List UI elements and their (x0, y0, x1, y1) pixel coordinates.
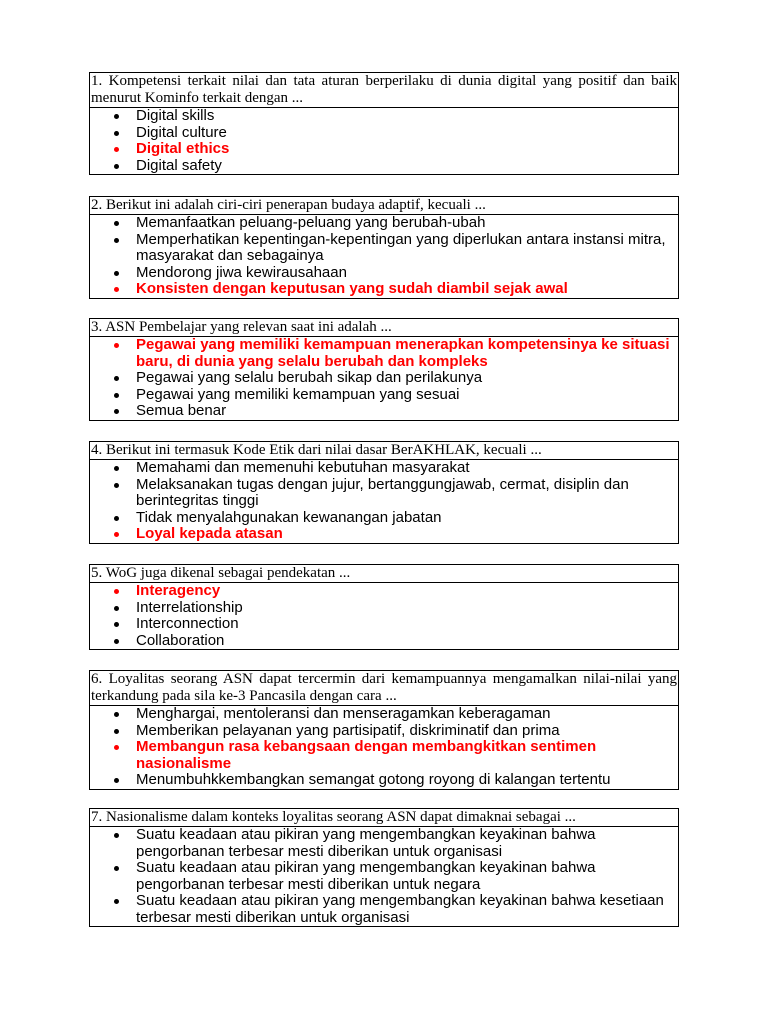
bullet-icon (114, 466, 119, 471)
option-list (90, 337, 678, 420)
option-list (90, 215, 678, 298)
question-text: 1. Kompetensi terkait nilai dan tata aturan berperilaku di dunia digital yang positif dan baik menurut Kominfo terkait dengan ... (91, 73, 677, 106)
question-block-7 (89, 808, 679, 927)
option-item: Pegawai yang memiliki kemampuan yang sesuai (90, 387, 678, 404)
question-text: 7. Nasionalisme dalam konteks loyalitas seorang ASN dapat dimaknai sebagai ... (90, 809, 678, 827)
option-item-correct: Digital ethics (90, 141, 678, 158)
bullet-icon (114, 866, 119, 871)
question-block-6 (89, 670, 679, 790)
bullet-icon (114, 376, 119, 381)
option-item: Pegawai yang selalu berubah sikap dan perilakunya (90, 370, 678, 387)
option-item: Interrelationship (90, 600, 678, 617)
question-text: 3. ASN Pembelajar yang relevan saat ini adalah ... (90, 319, 678, 337)
bullet-icon (114, 287, 119, 292)
option-item: Memberikan pelayanan yang partisipatif, diskriminatif dan prima (90, 723, 678, 740)
option-item: Menumbuhkkembangkan semangat gotong royong di kalangan tertentu (90, 772, 678, 789)
bullet-icon (114, 114, 119, 119)
option-item-correct: Pegawai yang memiliki kemampuan menerapkan kompetensinya ke situasi baru, di dunia yang selalu berubah dan kompleks (90, 337, 678, 370)
bullet-icon (114, 712, 119, 717)
question-text: 2. Berikut ini adalah ciri-ciri penerapan budaya adaptif, kecuali ... (90, 197, 678, 215)
option-item-correct: Interagency (90, 583, 678, 600)
bullet-icon (114, 622, 119, 627)
bullet-icon (114, 516, 119, 521)
question-text: 5. WoG juga dikenal sebagai pendekatan ... (90, 565, 678, 583)
option-list (90, 460, 678, 543)
bullet-icon (114, 131, 119, 136)
bullet-icon (114, 606, 119, 611)
bullet-icon (114, 745, 119, 750)
bullet-icon (114, 833, 119, 838)
option-item: Digital skills (90, 108, 678, 125)
option-item: Semua benar (90, 403, 678, 420)
option-item: Melaksanakan tugas dengan jujur, bertanggungjawab, cermat, disiplin dan berintegritas tinggi (90, 477, 678, 510)
bullet-icon (114, 343, 119, 348)
question-block-2 (89, 196, 679, 299)
question-text: 4. Berikut ini termasuk Kode Etik dari nilai dasar BerAKHLAK, kecuali ... (90, 442, 678, 460)
option-item: Memahami dan memenuhi kebutuhan masyarakat (90, 460, 678, 477)
option-item: Digital culture (90, 125, 678, 142)
option-list (90, 827, 678, 926)
bullet-icon (114, 778, 119, 783)
bullet-icon (114, 164, 119, 169)
option-item-correct: Membangun rasa kebangsaan dengan membangkitkan sentimen nasionalisme (90, 739, 678, 772)
bullet-icon (114, 899, 119, 904)
bullet-icon (114, 639, 119, 644)
option-item: Interconnection (90, 616, 678, 633)
bullet-icon (114, 271, 119, 276)
option-list (90, 706, 678, 789)
option-item: Suatu keadaan atau pikiran yang mengembangkan keyakinan bahwa pengorbanan terbesar mesti diberikan untuk organisasi (90, 827, 678, 860)
question-text: 6. Loyalitas seorang ASN dapat tercermin dari kemampuannya mengamalkan nilai-nilai yang terkandung pada sila ke-3 Pancasila dengan cara ... (91, 671, 677, 704)
bullet-icon (114, 221, 119, 226)
option-item-correct: Konsisten dengan keputusan yang sudah diambil sejak awal (90, 281, 678, 298)
option-item: Tidak menyalahgunakan kewanangan jabatan (90, 510, 678, 527)
bullet-icon (114, 589, 119, 594)
question-block-1 (89, 72, 679, 175)
option-item: Memperhatikan kepentingan-kepentingan yang diperlukan antara instansi mitra, masyarakat dan sebagainya (90, 232, 678, 265)
bullet-icon (114, 483, 119, 488)
option-item: Memanfaatkan peluang-peluang yang berubah-ubah (90, 215, 678, 232)
bullet-icon (114, 238, 119, 243)
option-item: Mendorong jiwa kewirausahaan (90, 265, 678, 282)
option-item-correct: Loyal kepada atasan (90, 526, 678, 543)
bullet-icon (114, 532, 119, 537)
option-list (90, 108, 678, 174)
bullet-icon (114, 729, 119, 734)
option-item: Suatu keadaan atau pikiran yang mengembangkan keyakinan bahwa pengorbanan terbesar mesti diberikan untuk negara (90, 860, 678, 893)
option-list (90, 583, 678, 649)
option-item: Digital safety (90, 158, 678, 175)
question-block-5 (89, 564, 679, 650)
question-block-3 (89, 318, 679, 421)
bullet-icon (114, 147, 119, 152)
question-block-4 (89, 441, 679, 544)
option-item: Collaboration (90, 633, 678, 650)
bullet-icon (114, 393, 119, 398)
bullet-icon (114, 409, 119, 414)
option-item: Menghargai, mentoleransi dan menseragamkan keberagaman (90, 706, 678, 723)
option-item: Suatu keadaan atau pikiran yang mengembangkan keyakinan bahwa kesetiaan terbesar mesti diberikan untuk organisasi (90, 893, 678, 926)
